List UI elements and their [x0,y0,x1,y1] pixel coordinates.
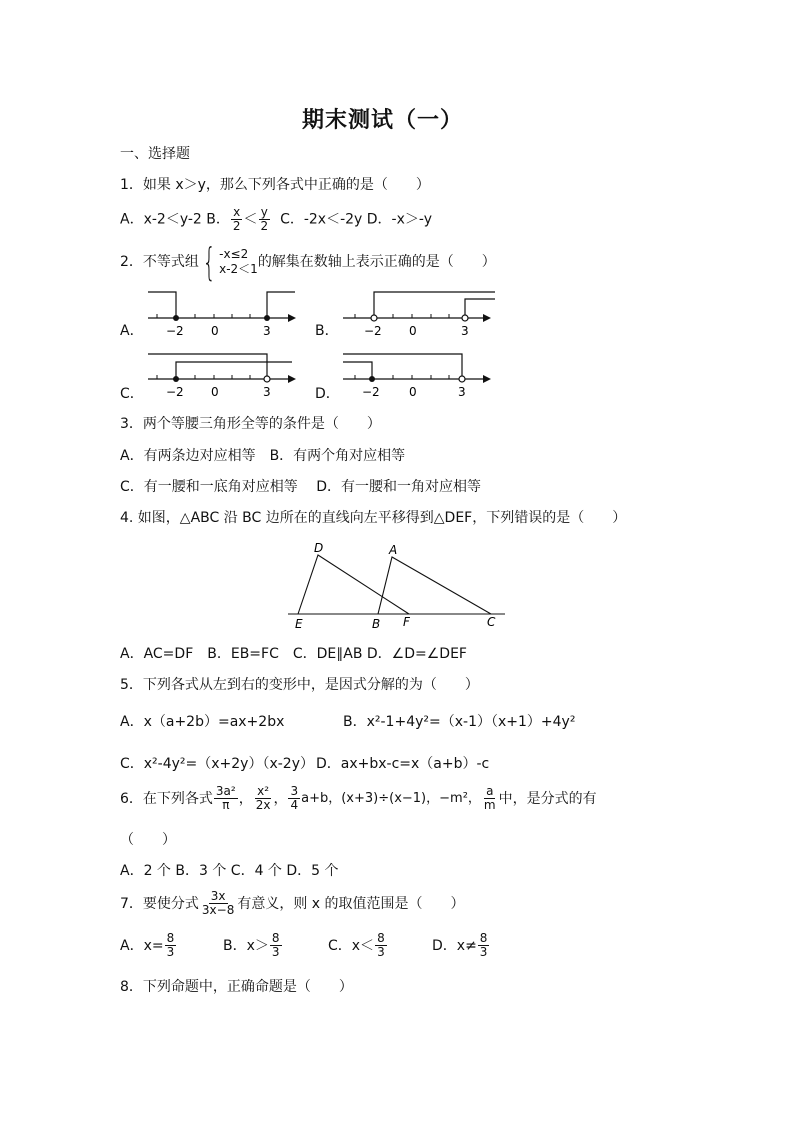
tick-label: 0 [211,324,219,338]
q7-oc: C．x＜ [328,937,375,954]
tick-label: 3 [263,385,271,399]
triangle-figure [280,538,510,633]
q1-frac-den: 2 [232,219,241,233]
q1-options [120,206,432,233]
inequality-system [199,240,258,284]
q2-label-a: A． [120,323,144,339]
number-line-c [140,350,300,405]
q1-option-a: A．x-2＜y-2 B． [120,211,230,228]
q7-option-d [432,932,490,959]
label-c: C [487,615,496,629]
frac-num: x² [257,784,270,798]
number-line-b [335,285,500,345]
label-d: D [314,541,324,555]
q5-option-a: A．x（a+2b）=ax+2bx [120,714,285,730]
frac-den: 3 [271,945,280,959]
q7-oa: A．x= [120,937,164,954]
fraction-8-3 [478,932,490,959]
label-f: F [403,615,410,629]
section-heading: 一、选择题 [120,146,190,162]
q2-pre: 2．不等式组 [120,254,199,270]
q7-ob: B．x＞ [223,937,269,954]
q7-fraction [200,890,236,917]
q3-stem: 3．两个等腰三角形全等的条件是（ ） [120,416,381,432]
page-title: 期末测试（一） [302,107,464,133]
q1-option-cd: C．-2x＜-2y D．-x＞-y [280,211,432,228]
q1-lt: ＜ [243,211,258,228]
tick-label: −2 [362,385,380,399]
q4-stem: 4. 如图，△ABC 沿 BC 边所在的直线向左平移得到△DEF，下列错误的是（ ） [120,510,627,526]
q2-label-b: B． [315,323,339,339]
label-a: A [389,543,398,557]
q6-answer-paren: （ ） [120,832,176,848]
q1-frac-num: x [233,205,241,219]
q4-options: A．AC=DF B．EB=FC C．DE∥AB D．∠D=∠DEF [120,646,467,662]
q1-frac-den: 2 [260,219,269,233]
tick-label: −2 [166,385,184,399]
q7-option-c [328,932,388,959]
q7-option-b [223,932,283,959]
q6-options: A．2 个 B．3 个 C．4 个 D．5 个 [120,863,339,879]
q2-stem [120,240,496,284]
q7-post: 有意义，则 x 的取值范围是（ ） [237,895,465,912]
label-e: E [295,617,303,631]
comma: ， [238,790,253,807]
q1-fraction-y2 [259,206,271,233]
q6-m2: −m²， [439,790,481,806]
q1-frac-num: y [260,205,268,219]
q7-stem [120,890,465,917]
tick-label: 0 [211,385,219,399]
q3-options-cd: C．有一腰和一底角对应相等 D．有一腰和一角对应相等 [120,479,482,495]
q6-pre: 6．在下列各式 [120,790,213,807]
q6-mid: a+b，(x+3)÷(x−1)， [301,790,440,806]
q3-options-ab: A．有两条边对应相等 B．有两个角对应相等 [120,448,406,464]
q7-option-a [120,932,177,959]
tick-label: 3 [263,324,271,338]
q2-label-c: C． [120,386,144,402]
frac-num: 8 [271,931,280,945]
frac-num: 3x [210,889,226,903]
frac-den: 3 [166,945,175,959]
inequality-2: x-2＜1 [219,262,258,276]
q5-option-d: D．ax+bx-c=x（a+b）-c [316,756,490,772]
q6-fraction-2 [254,785,273,812]
frac-den: π [222,798,230,812]
q6-post: 中，是分式的有 [498,790,597,807]
q6-stem [120,785,597,812]
q6-fraction-4 [482,785,498,812]
q2-label-d: D． [315,386,340,402]
fraction-8-3 [270,932,282,959]
frac-num: 3 [290,784,299,798]
q6-fraction-3 [288,785,300,812]
inequality-1: -x≤2 [219,247,249,261]
q5-option-c: C．x²-4y²=（x+2y）（x-2y） [120,756,314,772]
q1-stem: 1．如果 x＞y，那么下列各式中正确的是（ ） [120,177,430,193]
tick-label: 0 [409,324,417,338]
fraction-8-3 [165,932,177,959]
fraction-8-3 [375,932,387,959]
q8-stem: 8．下列命题中，正确命题是（ ） [120,979,353,995]
frac-num: 8 [377,931,385,945]
comma: ， [273,790,288,807]
frac-num: 8 [479,931,488,945]
q5-stem: 5．下列各式从左到右的变形中，是因式分解的为（ ） [120,677,479,693]
frac-den: m [483,798,496,812]
tick-label: −2 [166,324,184,338]
frac-num: 8 [166,931,175,945]
label-b: B [372,617,381,631]
frac-den: 2x [255,798,271,812]
frac-den: 3 [479,945,488,959]
tick-label: −2 [364,324,382,338]
frac-den: 3 [377,945,385,959]
q7-pre: 7．要使分式 [120,895,199,912]
q1-fraction-x2 [231,206,243,233]
number-line-d [335,350,495,405]
brace-icon: { [202,240,216,284]
frac-den: 4 [290,798,299,812]
frac-den: 3x−8 [201,903,235,917]
q6-fraction-1 [214,785,238,812]
tick-label: 3 [458,385,466,399]
number-line-a [140,285,300,345]
frac-num: 3a² [215,784,236,798]
tick-label: 0 [409,385,417,399]
tick-label: 3 [461,324,469,338]
frac-num: a [486,784,494,798]
q5-option-b: B．x²-1+4y²=（x-1）（x+1）+4y² [343,714,576,730]
q7-od: D．x≠ [432,937,477,954]
q2-post: 的解集在数轴上表示正确的是（ ） [257,254,496,270]
